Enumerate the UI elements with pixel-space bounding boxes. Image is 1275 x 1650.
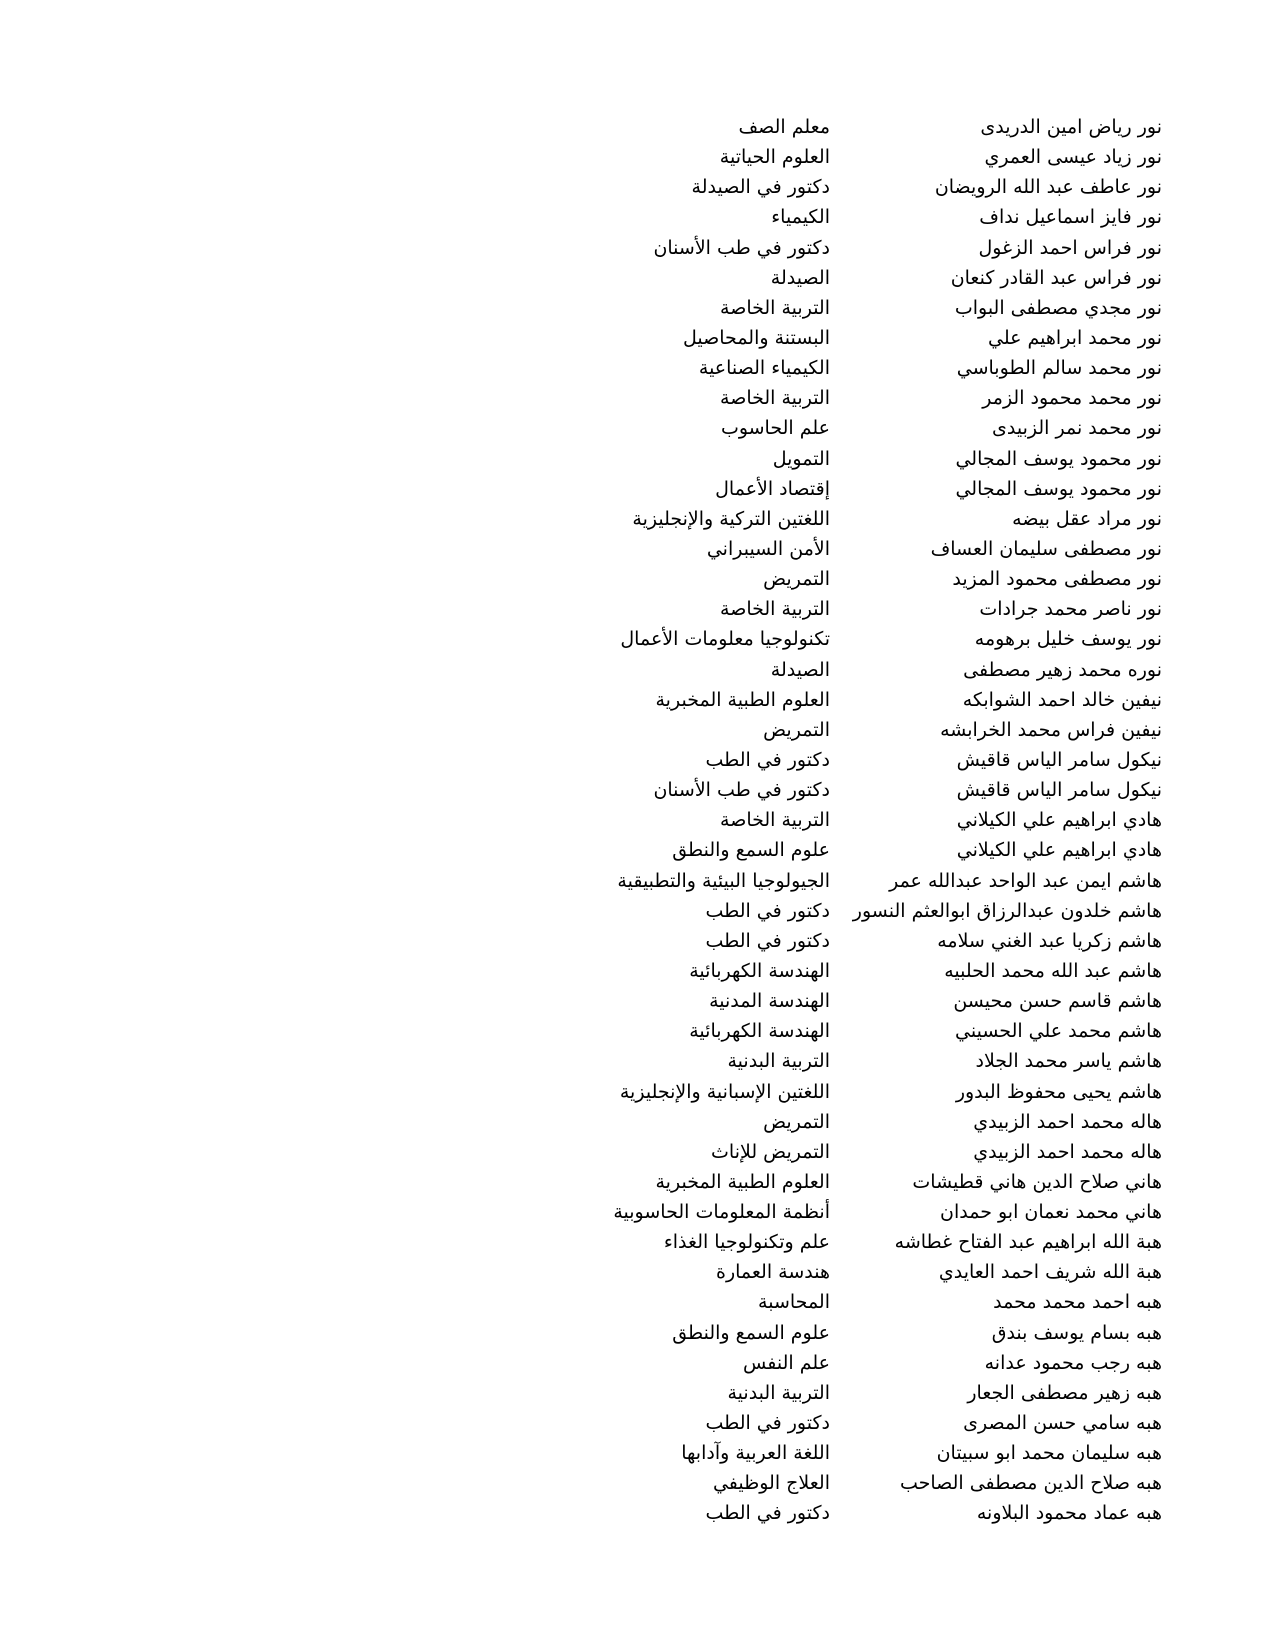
person-name: نور محمود يوسف المجالي — [955, 477, 1162, 500]
list-item — [0, 594, 1275, 624]
specialty: اللغتين الإسبانية والإنجليزية — [619, 1080, 830, 1103]
person-name: هاشم زكريا عبد الغني سلامه — [937, 929, 1162, 952]
person-name: نيكول سامر الياس قاقيش — [956, 779, 1162, 802]
person-name: نور عاطف عبد الله الرويضان — [934, 176, 1162, 199]
list-item — [0, 1167, 1275, 1197]
list-item — [0, 263, 1275, 293]
person-name: نور محمد سالم الطوباسي — [956, 357, 1162, 380]
specialty: التمريض — [763, 568, 830, 591]
list-item — [0, 1107, 1275, 1137]
list-item — [0, 655, 1275, 685]
list-item — [0, 172, 1275, 202]
person-name: هاشم خلدون عبدالرزاق ابوالعثم النسور — [852, 899, 1162, 922]
list-item — [0, 1257, 1275, 1287]
person-name: هادي ابراهيم علي الكيلاني — [956, 809, 1162, 832]
person-name: نور محمد ابراهيم علي — [988, 326, 1162, 349]
person-name: نيفين خالد احمد الشوابكه — [962, 688, 1162, 711]
list-item — [0, 413, 1275, 443]
list-item — [0, 1318, 1275, 1348]
list-item — [0, 986, 1275, 1016]
person-name: هبه عماد محمود البلاونه — [976, 1502, 1162, 1525]
specialty: دكتور في الصيدلة — [691, 176, 830, 199]
person-name: نيكول سامر الياس قاقيش — [956, 748, 1162, 771]
list-item — [0, 1287, 1275, 1317]
person-name: نور مراد عقل بيضه — [1012, 507, 1162, 530]
list-item — [0, 1348, 1275, 1378]
specialty: دكتور في طب الأسنان — [653, 236, 830, 259]
person-name: هبه صلاح الدين مصطفى الصاحب — [899, 1472, 1162, 1495]
list-item — [0, 142, 1275, 172]
person-name: نور فراس احمد الزغول — [978, 236, 1162, 259]
specialty: البستنة والمحاصيل — [683, 326, 830, 349]
list-item — [0, 1498, 1275, 1528]
specialty: اللغة العربية وآدابها — [681, 1442, 830, 1465]
specialty: الأمن السيبراني — [706, 537, 830, 560]
person-name: نور يوسف خليل برهومه — [974, 628, 1162, 651]
specialty: دكتور في طب الأسنان — [653, 779, 830, 802]
person-name: نوره محمد زهير مصطفى — [963, 658, 1162, 681]
list-item — [0, 866, 1275, 896]
person-name: نور فايز اسماعيل نداف — [979, 206, 1162, 229]
person-name: هادي ابراهيم علي الكيلاني — [956, 839, 1162, 862]
person-name: هبه بسام يوسف بندق — [991, 1321, 1162, 1344]
specialty: التربية الخاصة — [720, 809, 830, 832]
specialty: المحاسبة — [758, 1291, 830, 1314]
person-name: هاشم قاسم حسن محيسن — [953, 990, 1162, 1013]
person-name: هبة الله شريف احمد العايدي — [938, 1261, 1162, 1284]
specialty: الجيولوجيا البيئية والتطبيقية — [617, 869, 830, 892]
person-name: هاشم يحيى محفوظ البدور — [955, 1080, 1162, 1103]
person-name: هاشم عبد الله محمد الحلبيه — [944, 959, 1162, 982]
specialty: العلوم الطبية المخبرية — [655, 1170, 830, 1193]
list-item — [0, 1197, 1275, 1227]
specialty: معلم الصف — [738, 116, 830, 138]
specialty: تكنولوجيا معلومات الأعمال — [620, 628, 830, 651]
list-item — [0, 534, 1275, 564]
list-item — [0, 715, 1275, 745]
list-item — [0, 233, 1275, 263]
specialty: أنظمة المعلومات الحاسوبية — [613, 1201, 830, 1224]
specialty: علم النفس — [743, 1351, 830, 1374]
person-name: هاشم محمد علي الحسيني — [955, 1020, 1162, 1043]
person-name: هبه سليمان محمد ابو سبيتان — [936, 1442, 1162, 1465]
specialty: علم وتكنولوجيا الغذاء — [663, 1231, 830, 1254]
person-name: هبه رجب محمود عدانه — [984, 1351, 1162, 1374]
person-name: نور زياد عيسى العمري — [984, 146, 1162, 169]
list-item — [0, 202, 1275, 232]
person-name: هاشم ياسر محمد الجلاد — [975, 1050, 1162, 1073]
list-item — [0, 896, 1275, 926]
student-list — [0, 112, 1275, 1529]
list-item — [0, 1378, 1275, 1408]
specialty: إقتصاد الأعمال — [715, 477, 830, 500]
list-item — [0, 564, 1275, 594]
person-name: هاني صلاح الدين هاني قطيشات — [912, 1170, 1162, 1193]
specialty: الصيدلة — [770, 658, 830, 681]
list-item — [0, 745, 1275, 775]
specialty: التمريض للإناث — [711, 1140, 830, 1163]
person-name: هاشم ايمن عبد الواحد عبدالله عمر — [889, 869, 1162, 892]
list-item — [0, 956, 1275, 986]
specialty: الصيدلة — [770, 266, 830, 289]
list-item — [0, 474, 1275, 504]
person-name: نور مصطفى محمود المزيد — [952, 568, 1162, 591]
list-item — [0, 383, 1275, 413]
person-name: نور ناصر محمد جرادات — [979, 598, 1162, 621]
person-name: هبة الله ابراهيم عبد الفتاح غطاشه — [894, 1231, 1162, 1254]
list-item — [0, 1438, 1275, 1468]
specialty: علم الحاسوب — [720, 417, 830, 440]
person-name: هاني محمد نعمان ابو حمدان — [940, 1201, 1162, 1224]
specialty: علوم السمع والنطق — [672, 839, 830, 862]
specialty: علوم السمع والنطق — [672, 1321, 830, 1344]
specialty: دكتور في الطب — [705, 748, 830, 771]
specialty: التربية البدنية — [727, 1381, 830, 1404]
list-item — [0, 504, 1275, 534]
specialty: العلوم الحياتية — [719, 146, 830, 169]
specialty: هندسة العمارة — [715, 1261, 830, 1284]
list-item — [0, 323, 1275, 353]
list-item — [0, 835, 1275, 865]
specialty: الكيمياء — [771, 206, 830, 229]
person-name: نور رياض امين الدريدى — [980, 116, 1162, 138]
list-item — [0, 624, 1275, 654]
person-name: نور محمود يوسف المجالي — [955, 447, 1162, 470]
list-item — [0, 1016, 1275, 1046]
specialty: التربية البدنية — [727, 1050, 830, 1073]
person-name: نور محمد محمود الزمر — [982, 387, 1162, 410]
list-item — [0, 1227, 1275, 1257]
specialty: دكتور في الطب — [705, 899, 830, 922]
specialty: دكتور في الطب — [705, 929, 830, 952]
person-name: هبه احمد محمد محمد — [993, 1291, 1162, 1314]
list-item — [0, 926, 1275, 956]
list-item — [0, 1468, 1275, 1498]
specialty: التربية الخاصة — [720, 598, 830, 621]
list-item — [0, 685, 1275, 715]
person-name: نور فراس عبد القادر كنعان — [950, 266, 1162, 289]
list-item — [0, 1046, 1275, 1076]
specialty: الهندسة الكهربائية — [689, 959, 830, 982]
specialty: دكتور في الطب — [705, 1412, 830, 1435]
specialty: العلاج الوظيفي — [712, 1472, 830, 1495]
specialty: اللغتين التركية والإنجليزية — [632, 507, 830, 530]
list-item — [0, 293, 1275, 323]
specialty: العلوم الطبية المخبرية — [655, 688, 830, 711]
specialty: التمريض — [763, 718, 830, 741]
list-item — [0, 1077, 1275, 1107]
specialty: التربية الخاصة — [720, 296, 830, 319]
person-name: نور محمد نمر الزبيدى — [992, 417, 1162, 440]
person-name: هاله محمد احمد الزبيدي — [973, 1140, 1162, 1163]
person-name: هاله محمد احمد الزبيدي — [973, 1110, 1162, 1133]
person-name: هبه سامي حسن المصرى — [963, 1412, 1162, 1435]
list-item — [0, 1137, 1275, 1167]
person-name: هبه زهير مصطفى الجعار — [967, 1381, 1162, 1404]
list-item — [0, 805, 1275, 835]
specialty: الهندسة الكهربائية — [689, 1020, 830, 1043]
specialty: التمويل — [772, 447, 830, 470]
specialty: التمريض — [763, 1110, 830, 1133]
person-name: نور مصطفى سليمان العساف — [930, 537, 1162, 560]
specialty: الهندسة المدنية — [709, 990, 830, 1013]
person-name: نيفين فراس محمد الخرابشه — [940, 718, 1162, 741]
specialty: الكيمياء الصناعية — [698, 357, 830, 380]
list-item — [0, 444, 1275, 474]
specialty: دكتور في الطب — [705, 1502, 830, 1525]
specialty: التربية الخاصة — [720, 387, 830, 410]
list-item — [0, 775, 1275, 805]
person-name: نور مجدي مصطفى البواب — [954, 296, 1162, 319]
list-item — [0, 353, 1275, 383]
list-item — [0, 1408, 1275, 1438]
list-item — [0, 112, 1275, 142]
